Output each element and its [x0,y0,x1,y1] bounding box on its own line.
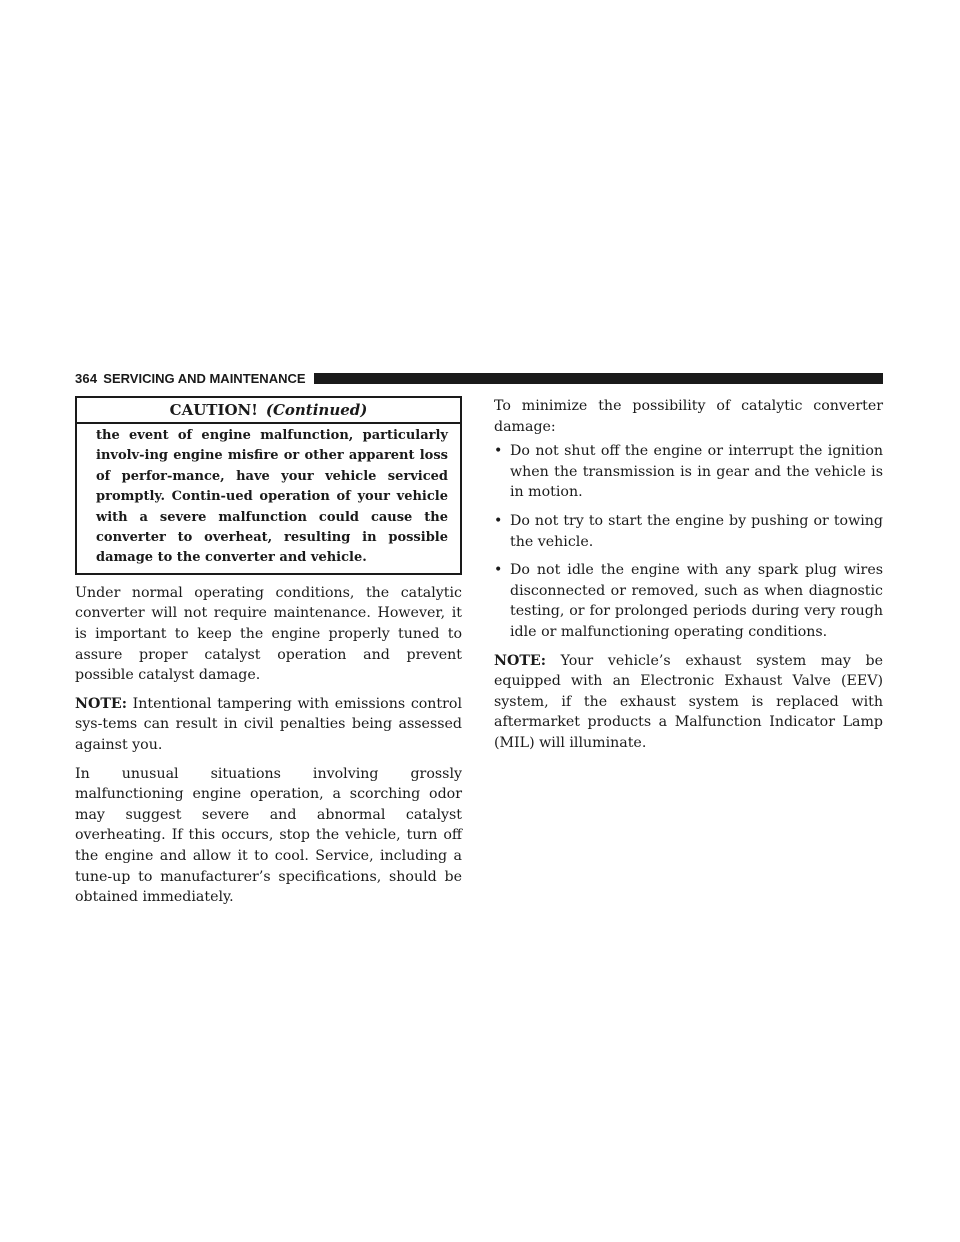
note-tampering [75,694,462,756]
paragraph-overheating: In unusual situations involving grossly malfunctioning engine operation, a scorching odor may suggest severe and abnormal catalyst overheating. If this occurs, stop the vehicle, turn off the engine and allow it to cool. Service, including a tune-up to manufacturer’s specifications, should be obtained immediately. [75,765,462,906]
right-column [494,396,883,754]
list-item-text: Do not try to start the engine by pushing or towing the vehicle. [510,512,883,550]
bullet-icon: • [494,562,503,579]
caution-header [77,398,460,424]
caution-title: CAUTION! [169,401,258,419]
caution-box [75,396,462,575]
paragraph-maintenance: Under normal operating conditions, the catalytic converter will not require maintenance. However, it is important to keep the engine properly tuned to assure proper catalyst operation and prevent possible catalyst damage. [75,584,462,684]
list-item [494,441,883,503]
bullet-icon: • [494,512,503,529]
note-text: Your vehicle’s exhaust system may be equipped with an Electronic Exhaust Valve (EEV) system, if the exhaust system is replaced with aftermarket products a Malfunction Indicator Lamp (MIL) will illuminate. [494,652,884,751]
page-header [75,370,883,386]
bullet-icon: • [494,443,503,460]
caution-continued: (Continued) [265,401,368,419]
caution-text: the event of engine malfunction, particularly involv-ing engine misfire or other apparent loss of perfor-mance, have your vehicle serviced promptly. Contin-ued operation of your vehicle with a severe malfunction could cause the converter to overheat, resulting in possible damage to the converter and vehicle. [96,428,448,566]
list-item-text: Do not shut off the engine or interrupt the ignition when the transmission is in gear and the vehicle is in motion. [510,443,883,501]
page-number: 364 [75,370,98,386]
list-item-text: Do not idle the engine with any spark plug wires disconnected or removed, such as when diagnostic testing, or for prolonged periods during very rough idle or malfunctioning operating conditions. [510,562,883,640]
bullet-list [494,441,883,642]
list-item [494,560,883,642]
note-text: Intentional tampering with emissions control sys-tems can result in civil penalties being assessed against you. [75,695,462,753]
left-column [75,396,462,908]
note-exhaust-valve [494,651,883,754]
note-label: NOTE: [75,695,127,712]
note-label: NOTE: [494,652,546,669]
section-title: SERVICING AND MAINTENANCE [103,370,306,386]
list-item [494,511,883,552]
paragraph-intro: To minimize the possibility of catalytic converter damage: [494,398,883,435]
header-rule [314,373,883,384]
